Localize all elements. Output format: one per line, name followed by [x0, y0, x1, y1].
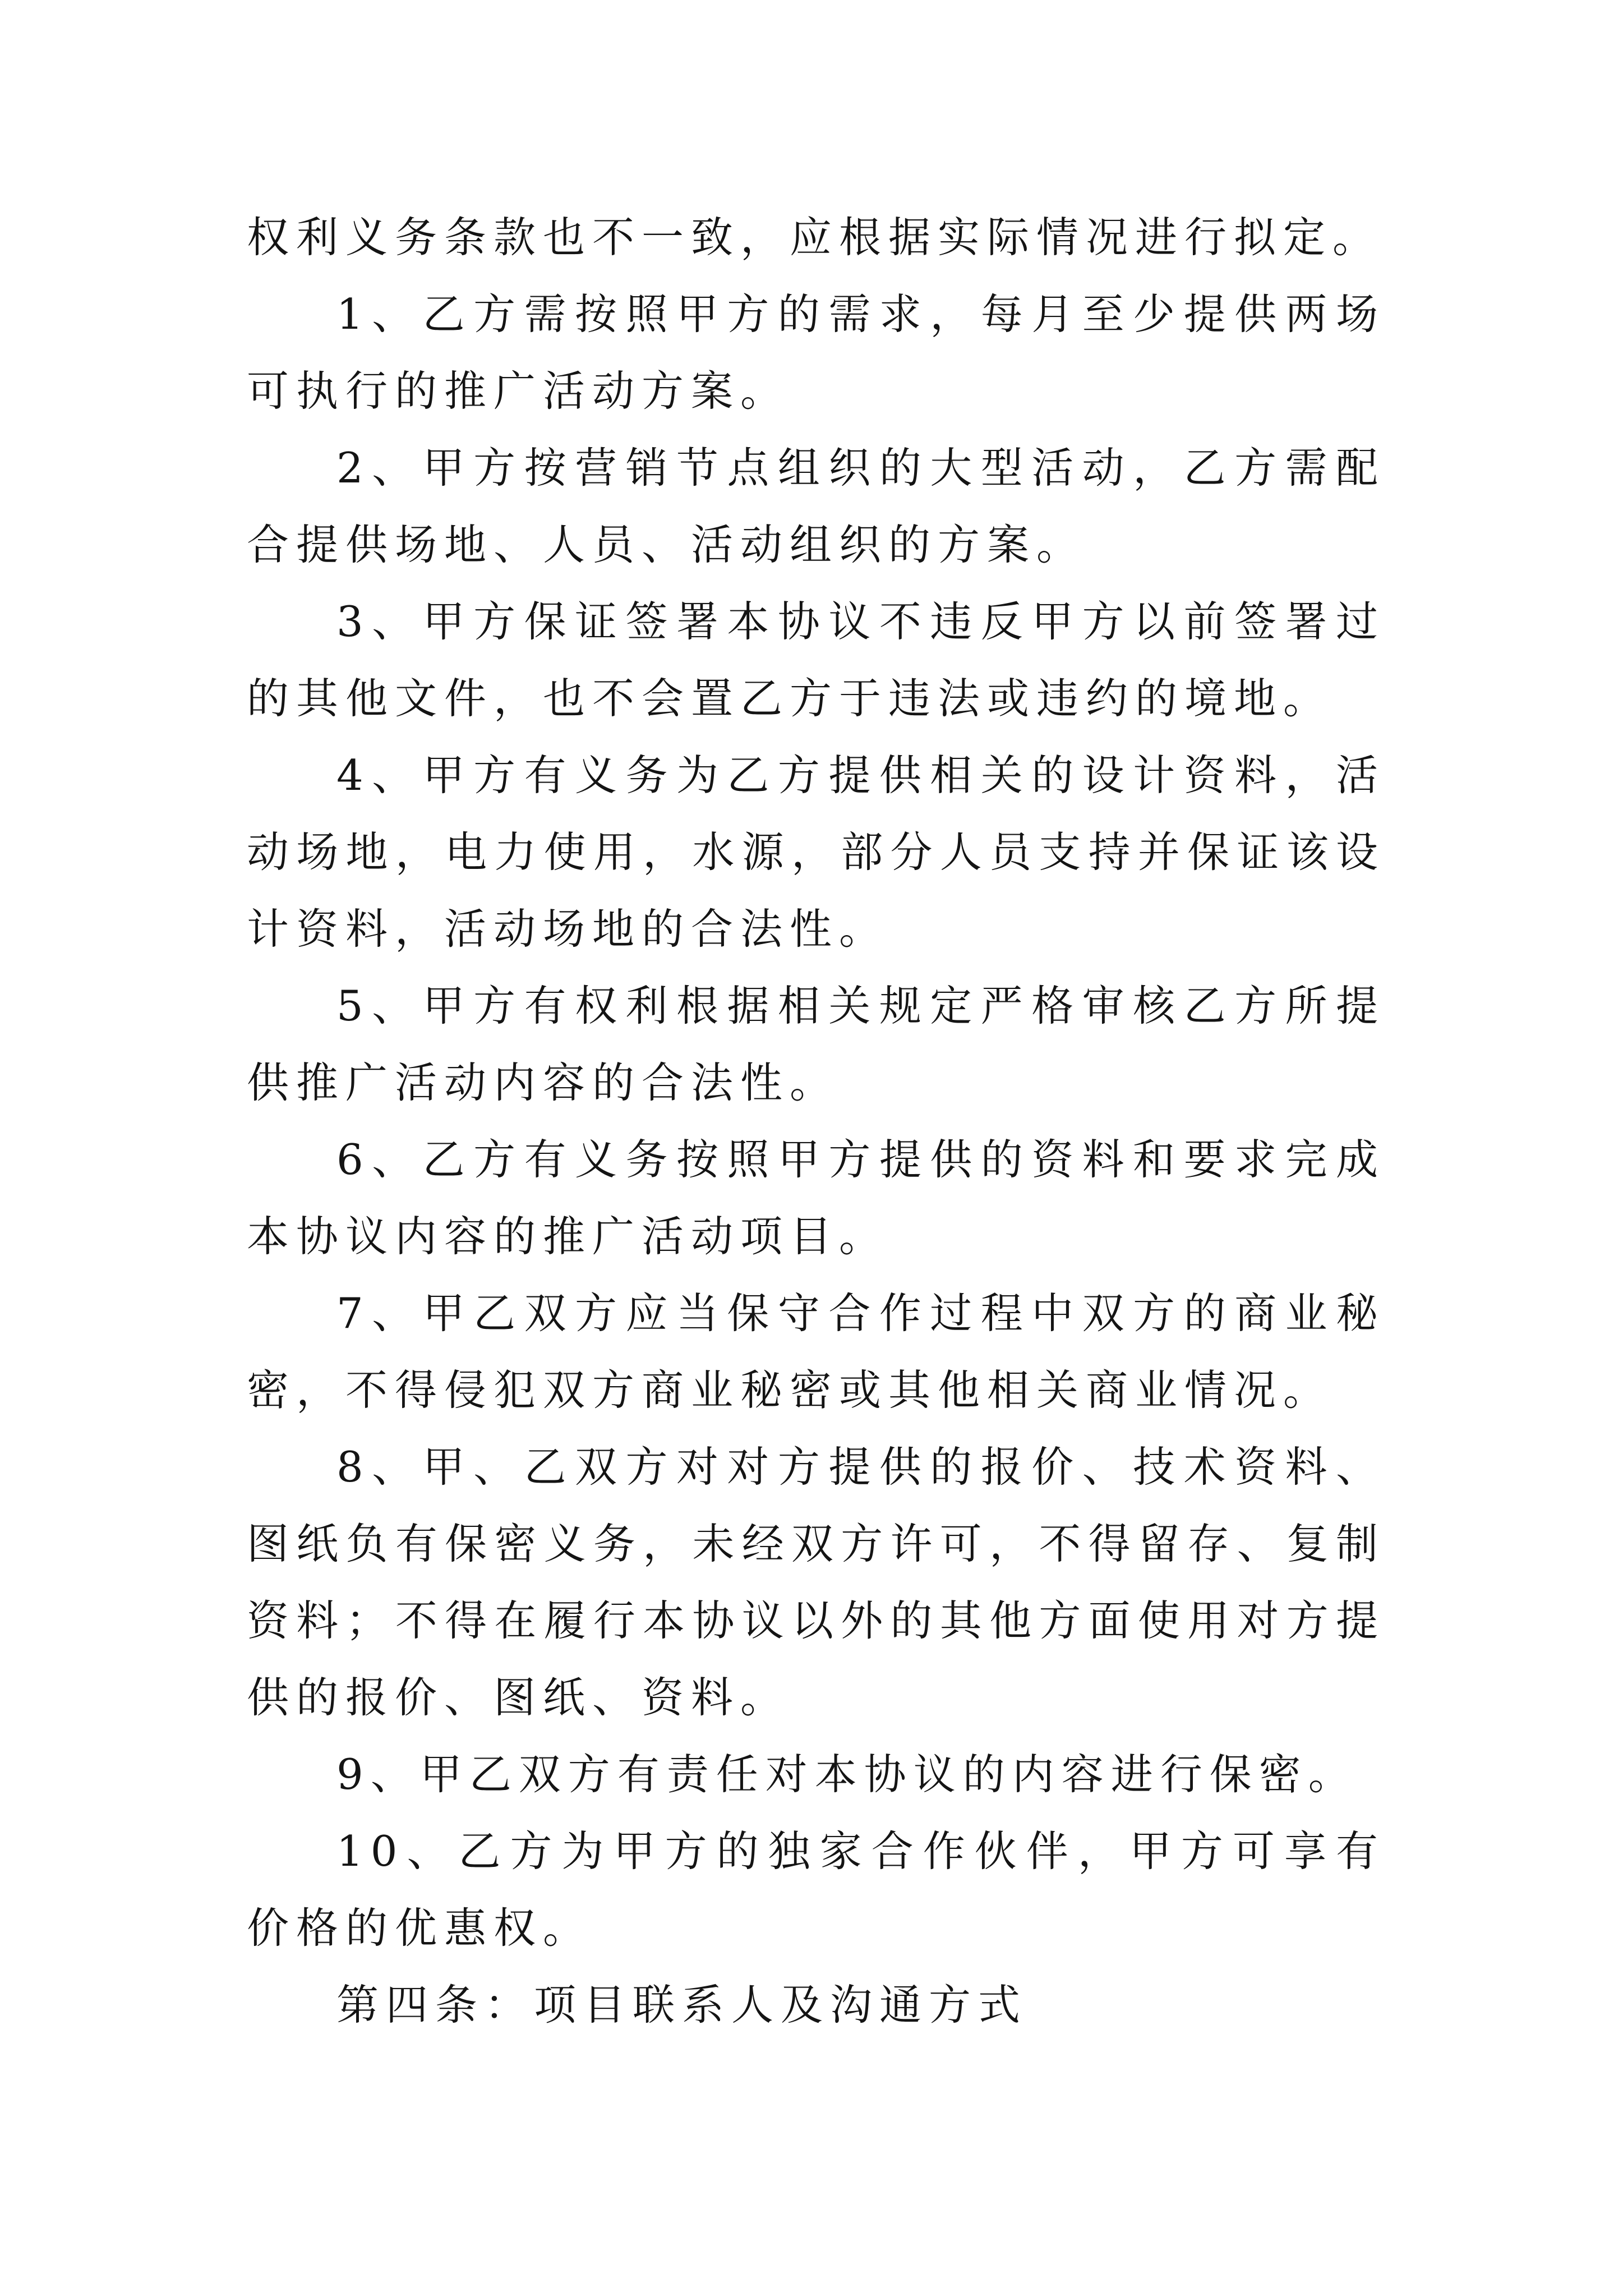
paragraph-clause-7: 7、甲乙双方应当保守合作过程中双方的商业秘密，不得侵犯双方商业秘密或其他相关商业情况。 [247, 1289, 1385, 1415]
paragraph-clause-5: 5、甲方有权利根据相关规定严格审核乙方所提供推广活动内容的合法性。 [247, 981, 1385, 1107]
paragraph-rights-obligations: 权利义务条款也不一致，应根据实际情况进行拟定。 [247, 213, 1382, 262]
section-heading-article-4: 第四条：项目联系人及沟通方式 [336, 1980, 1028, 2030]
paragraph-clause-10: 10、乙方为甲方的独家合作伙伴，甲方可享有价格的优惠权。 [247, 1826, 1385, 1953]
document-body [247, 199, 1385, 2044]
paragraph-clause-2: 2、甲方按营销节点组织的大型活动，乙方需配合提供场地、人员、活动组织的方案。 [247, 443, 1385, 569]
paragraph-clause-6: 6、乙方有义务按照甲方提供的资料和要求完成本协议内容的推广活动项目。 [247, 1135, 1385, 1261]
paragraph-clause-4: 4、甲方有义务为乙方提供相关的设计资料，活动场地，电力使用，水源，部分人员支持并保证该设计资料，活动场地的合法性。 [247, 751, 1385, 954]
paragraph-clause-8: 8、甲、乙双方对对方提供的报价、技术资料、图纸负有保密义务，未经双方许可，不得留存、复制资料；不得在履行本协议以外的其他方面使用对方提供的报价、图纸、资料。 [247, 1442, 1385, 1722]
paragraph-clause-1: 1、乙方需按照甲方的需求，每月至少提供两场可执行的推广活动方案。 [247, 289, 1385, 416]
paragraph-clause-9: 9、甲乙双方有责任对本协议的内容进行保密。 [336, 1750, 1358, 1799]
paragraph-clause-3: 3、甲方保证签署本协议不违反甲方以前签署过的其他文件，也不会置乙方于违法或违约的境地。 [247, 597, 1385, 723]
